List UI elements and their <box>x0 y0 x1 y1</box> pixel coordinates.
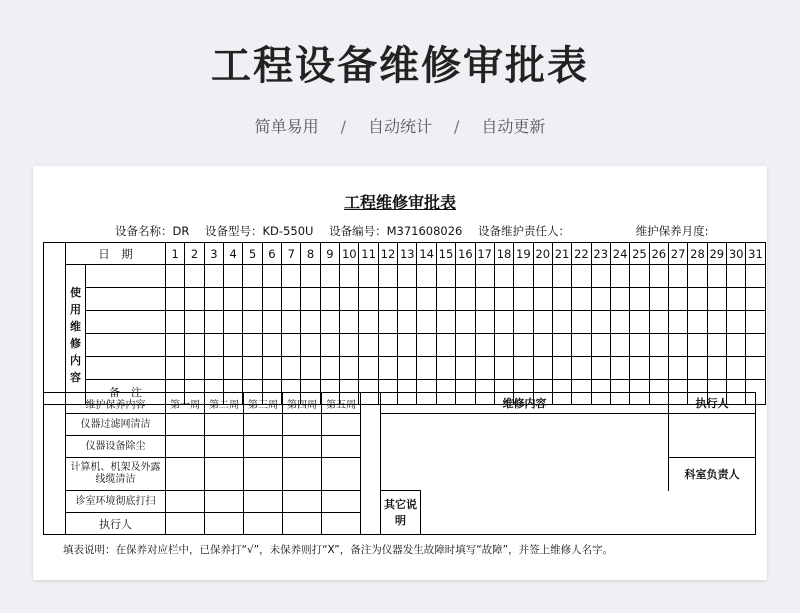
other-notes-area[interactable] <box>421 491 756 535</box>
day-cell[interactable] <box>204 311 223 334</box>
responsible-person: 设备维护责任人： <box>478 224 571 238</box>
day-cell[interactable] <box>378 288 397 311</box>
day-cell[interactable] <box>707 288 726 311</box>
day-cell[interactable] <box>262 311 281 334</box>
check-cell[interactable] <box>322 491 361 513</box>
day-header: 19 <box>514 243 533 265</box>
day-cell[interactable] <box>591 334 610 357</box>
day-cell[interactable] <box>572 357 591 380</box>
day-cell[interactable] <box>726 288 745 311</box>
repair-content-header: 维修内容 <box>381 393 669 414</box>
day-cell[interactable] <box>533 334 552 357</box>
day-header: 17 <box>475 243 494 265</box>
day-cell[interactable] <box>514 311 533 334</box>
check-cell[interactable] <box>244 414 283 436</box>
check-cell[interactable] <box>205 491 244 513</box>
usage-item-cell[interactable] <box>86 288 166 311</box>
day-cell[interactable] <box>572 265 591 288</box>
day-cell[interactable] <box>572 311 591 334</box>
sign-cell[interactable] <box>166 513 205 535</box>
day-header: 1 <box>166 243 185 265</box>
day-header: 2 <box>185 243 204 265</box>
day-header: 9 <box>320 243 339 265</box>
day-cell[interactable] <box>726 311 745 334</box>
week-header: 第三周 <box>244 393 283 414</box>
vertical-label-char: 内 <box>70 353 81 367</box>
day-cell[interactable] <box>726 265 745 288</box>
day-cell[interactable] <box>359 265 378 288</box>
day-cell[interactable] <box>456 288 475 311</box>
tag-auto-update: 自动更新 <box>481 117 546 136</box>
day-cell[interactable] <box>533 311 552 334</box>
check-cell[interactable] <box>166 491 205 513</box>
day-cell[interactable] <box>591 265 610 288</box>
day-cell[interactable] <box>378 265 397 288</box>
day-cell[interactable] <box>417 334 436 357</box>
day-cell[interactable] <box>668 357 687 380</box>
day-cell[interactable] <box>378 334 397 357</box>
day-cell[interactable] <box>166 288 185 311</box>
day-cell[interactable] <box>610 334 629 357</box>
day-cell[interactable] <box>224 334 243 357</box>
day-cell[interactable] <box>262 334 281 357</box>
day-header: 29 <box>707 243 726 265</box>
day-cell[interactable] <box>224 357 243 380</box>
day-cell[interactable] <box>649 311 668 334</box>
grid2-side-blank <box>44 393 66 535</box>
check-cell[interactable] <box>205 436 244 458</box>
day-header: 10 <box>340 243 359 265</box>
maintenance-item: 诊室环境彻底打扫 <box>66 491 166 513</box>
day-cell[interactable] <box>649 334 668 357</box>
check-cell[interactable] <box>322 414 361 436</box>
day-cell[interactable] <box>417 311 436 334</box>
check-cell[interactable] <box>244 436 283 458</box>
check-cell[interactable] <box>205 414 244 436</box>
day-cell[interactable] <box>475 334 494 357</box>
day-cell[interactable] <box>649 357 668 380</box>
day-cell[interactable] <box>610 311 629 334</box>
executor-label: 执行人 <box>66 513 166 535</box>
week-header: 第一周 <box>166 393 205 414</box>
other-notes-label: 其它说明 <box>381 491 421 535</box>
day-header: 30 <box>726 243 745 265</box>
tag-auto-stat: 自动统计 <box>367 117 432 136</box>
day-cell[interactable] <box>533 288 552 311</box>
check-cell[interactable] <box>283 436 322 458</box>
day-cell[interactable] <box>436 265 455 288</box>
day-cell[interactable] <box>166 334 185 357</box>
day-cell[interactable] <box>533 357 552 380</box>
day-header: 24 <box>610 243 629 265</box>
day-cell[interactable] <box>494 357 513 380</box>
week-header: 第二周 <box>205 393 244 414</box>
day-cell[interactable] <box>707 334 726 357</box>
day-cell[interactable] <box>243 288 262 311</box>
day-cell[interactable] <box>204 357 223 380</box>
day-header: 18 <box>494 243 513 265</box>
check-cell[interactable] <box>322 458 361 491</box>
day-header: 12 <box>378 243 397 265</box>
day-cell[interactable] <box>301 334 320 357</box>
day-cell[interactable] <box>514 288 533 311</box>
day-cell[interactable] <box>166 265 185 288</box>
day-cell[interactable] <box>610 265 629 288</box>
day-cell[interactable] <box>436 288 455 311</box>
usage-item-cell[interactable] <box>86 311 166 334</box>
day-cell[interactable] <box>630 288 649 311</box>
sign-cell[interactable] <box>322 513 361 535</box>
day-header: 27 <box>668 243 687 265</box>
day-cell[interactable] <box>533 265 552 288</box>
day-header: 22 <box>572 243 591 265</box>
day-header: 8 <box>301 243 320 265</box>
day-cell[interactable] <box>340 288 359 311</box>
day-cell[interactable] <box>359 357 378 380</box>
day-cell[interactable] <box>688 311 707 334</box>
device-model: 设备型号：KD-550U <box>205 224 314 238</box>
day-cell[interactable] <box>378 357 397 380</box>
day-cell[interactable] <box>166 311 185 334</box>
day-cell[interactable] <box>746 288 765 311</box>
day-header: 5 <box>243 243 262 265</box>
day-cell[interactable] <box>340 311 359 334</box>
grid2-gap <box>361 414 381 436</box>
check-cell[interactable] <box>166 458 205 491</box>
day-cell[interactable] <box>282 334 301 357</box>
day-cell[interactable] <box>630 357 649 380</box>
day-cell[interactable] <box>688 357 707 380</box>
day-cell[interactable] <box>243 334 262 357</box>
repair-content-area[interactable] <box>381 414 669 491</box>
day-cell[interactable] <box>707 311 726 334</box>
day-cell[interactable] <box>320 265 339 288</box>
day-cell[interactable] <box>649 265 668 288</box>
day-header: 16 <box>456 243 475 265</box>
day-cell[interactable] <box>166 357 185 380</box>
day-cell[interactable] <box>552 334 571 357</box>
day-cell[interactable] <box>262 288 281 311</box>
day-cell[interactable] <box>398 357 417 380</box>
day-cell[interactable] <box>649 288 668 311</box>
usage-item-cell[interactable] <box>86 265 166 288</box>
maintenance-month: 维护保养月度: <box>635 224 709 238</box>
vertical-label-char: 维 <box>70 319 81 333</box>
day-cell[interactable] <box>494 311 513 334</box>
day-header: 6 <box>262 243 281 265</box>
day-cell[interactable] <box>340 357 359 380</box>
week-header: 第四周 <box>283 393 322 414</box>
day-cell[interactable] <box>436 334 455 357</box>
day-cell[interactable] <box>204 265 223 288</box>
sign-cell[interactable] <box>244 513 283 535</box>
day-header: 15 <box>436 243 455 265</box>
grid2-gap <box>361 458 381 491</box>
day-cell[interactable] <box>224 311 243 334</box>
day-cell[interactable] <box>668 288 687 311</box>
day-cell[interactable] <box>668 265 687 288</box>
day-cell[interactable] <box>417 288 436 311</box>
day-cell[interactable] <box>456 311 475 334</box>
day-cell[interactable] <box>494 334 513 357</box>
tag-separator: / <box>340 117 346 136</box>
day-cell[interactable] <box>572 334 591 357</box>
day-cell[interactable] <box>552 311 571 334</box>
check-cell[interactable] <box>322 436 361 458</box>
day-cell[interactable] <box>282 357 301 380</box>
vertical-label-char: 容 <box>70 370 81 384</box>
grid2-gap <box>361 491 381 513</box>
day-cell[interactable] <box>475 311 494 334</box>
page-title: 工程设备维修审批表 <box>211 43 589 89</box>
day-cell[interactable] <box>572 288 591 311</box>
day-cell[interactable] <box>552 357 571 380</box>
vertical-label-char: 使 <box>70 285 81 299</box>
check-cell[interactable] <box>244 491 283 513</box>
day-cell[interactable] <box>746 311 765 334</box>
executor-sign-area[interactable] <box>669 414 756 458</box>
day-cell[interactable] <box>185 288 204 311</box>
device-name: 设备名称：DR <box>115 224 190 238</box>
check-cell[interactable] <box>244 458 283 491</box>
day-cell[interactable] <box>320 334 339 357</box>
day-cell[interactable] <box>475 357 494 380</box>
maintenance-item: 计算机、机架及外露线缆清洁 <box>66 458 166 491</box>
week-header: 第五周 <box>322 393 361 414</box>
day-cell[interactable] <box>552 288 571 311</box>
day-cell[interactable] <box>262 265 281 288</box>
day-cell[interactable] <box>301 265 320 288</box>
day-header: 21 <box>552 243 571 265</box>
tag-easy: 简单易用 <box>254 117 319 136</box>
day-cell[interactable] <box>417 357 436 380</box>
usage-item-cell[interactable] <box>86 334 166 357</box>
day-cell[interactable] <box>320 288 339 311</box>
day-cell[interactable] <box>398 311 417 334</box>
day-cell[interactable] <box>224 288 243 311</box>
day-cell[interactable] <box>398 288 417 311</box>
vertical-label-char: 用 <box>70 302 81 316</box>
day-cell[interactable] <box>282 288 301 311</box>
usage-item-cell[interactable] <box>86 357 166 380</box>
day-cell[interactable] <box>320 311 339 334</box>
day-cell[interactable] <box>456 265 475 288</box>
day-cell[interactable] <box>707 357 726 380</box>
day-header: 3 <box>204 243 223 265</box>
day-cell[interactable] <box>707 265 726 288</box>
sheet-title: 工程维修审批表 <box>343 193 456 212</box>
day-cell[interactable] <box>630 334 649 357</box>
day-cell[interactable] <box>475 288 494 311</box>
day-cell[interactable] <box>591 288 610 311</box>
form-sheet <box>33 166 767 580</box>
day-cell[interactable] <box>514 357 533 380</box>
day-cell[interactable] <box>494 288 513 311</box>
day-cell[interactable] <box>668 334 687 357</box>
day-cell[interactable] <box>688 288 707 311</box>
day-cell[interactable] <box>630 311 649 334</box>
check-cell[interactable] <box>166 436 205 458</box>
day-cell[interactable] <box>475 265 494 288</box>
day-header: 7 <box>282 243 301 265</box>
check-cell[interactable] <box>283 491 322 513</box>
feature-tags <box>0 114 800 137</box>
day-header: 11 <box>359 243 378 265</box>
day-cell[interactable] <box>610 288 629 311</box>
day-cell[interactable] <box>417 265 436 288</box>
remark-label: 备 注 <box>86 380 166 405</box>
day-cell[interactable] <box>591 311 610 334</box>
sign-cell[interactable] <box>205 513 244 535</box>
day-cell[interactable] <box>185 265 204 288</box>
check-cell[interactable] <box>166 414 205 436</box>
day-cell[interactable] <box>668 311 687 334</box>
day-cell[interactable] <box>340 265 359 288</box>
day-cell[interactable] <box>456 357 475 380</box>
day-cell[interactable] <box>514 334 533 357</box>
day-cell[interactable] <box>204 288 223 311</box>
maintenance-item: 仪器过滤网清洁 <box>66 414 166 436</box>
dept-head-label: 科室负责人 <box>669 458 756 491</box>
vertical-label-char: 修 <box>70 336 81 350</box>
day-cell[interactable] <box>630 265 649 288</box>
day-cell[interactable] <box>359 311 378 334</box>
day-cell[interactable] <box>591 357 610 380</box>
usage-repair-vertical-label <box>66 265 86 405</box>
footnote: 填表说明：在保养对应栏中，已保养打“√”，未保养则打“X”，备注为仪器发生故障时填写“故障”，并签上维修人名字。 <box>63 544 614 556</box>
day-cell[interactable] <box>398 334 417 357</box>
day-cell[interactable] <box>320 357 339 380</box>
day-cell[interactable] <box>610 357 629 380</box>
day-cell[interactable] <box>494 265 513 288</box>
day-cell[interactable] <box>359 334 378 357</box>
check-cell[interactable] <box>283 414 322 436</box>
day-header: 25 <box>630 243 649 265</box>
weekly-maintenance-grid <box>43 392 756 535</box>
grid1-side-blank <box>44 243 66 405</box>
day-cell[interactable] <box>398 265 417 288</box>
day-cell[interactable] <box>243 311 262 334</box>
day-cell[interactable] <box>282 265 301 288</box>
day-cell[interactable] <box>514 265 533 288</box>
day-cell[interactable] <box>340 334 359 357</box>
day-cell[interactable] <box>688 334 707 357</box>
day-cell[interactable] <box>185 334 204 357</box>
day-cell[interactable] <box>726 357 745 380</box>
maintenance-item: 仪器设备除尘 <box>66 436 166 458</box>
day-cell[interactable] <box>378 311 397 334</box>
day-cell[interactable] <box>185 357 204 380</box>
day-cell[interactable] <box>726 334 745 357</box>
grid2-gap <box>361 436 381 458</box>
day-header: 26 <box>649 243 668 265</box>
grid2-gap <box>361 513 381 535</box>
day-cell[interactable] <box>185 311 204 334</box>
grid2-gap <box>361 393 381 414</box>
day-cell[interactable] <box>243 265 262 288</box>
check-cell[interactable] <box>283 458 322 491</box>
day-header: 13 <box>398 243 417 265</box>
day-header: 4 <box>224 243 243 265</box>
day-header: 28 <box>688 243 707 265</box>
day-cell[interactable] <box>436 357 455 380</box>
day-cell[interactable] <box>746 357 765 380</box>
executor-header-right: 执行人 <box>669 393 756 414</box>
day-cell[interactable] <box>262 357 281 380</box>
sign-cell[interactable] <box>283 513 322 535</box>
day-cell[interactable] <box>746 334 765 357</box>
day-cell[interactable] <box>301 357 320 380</box>
check-cell[interactable] <box>205 458 244 491</box>
day-header: 23 <box>591 243 610 265</box>
day-header: 14 <box>417 243 436 265</box>
device-info-row <box>115 223 709 239</box>
day-header: 31 <box>746 243 765 265</box>
day-cell[interactable] <box>301 288 320 311</box>
maintenance-item-header: 维护保养内容 <box>66 393 166 414</box>
day-cell[interactable] <box>204 334 223 357</box>
day-cell[interactable] <box>301 311 320 334</box>
day-cell[interactable] <box>359 288 378 311</box>
device-code: 设备编号：M371608026 <box>329 224 463 238</box>
day-cell[interactable] <box>282 311 301 334</box>
day-cell[interactable] <box>456 334 475 357</box>
tag-separator: / <box>454 117 460 136</box>
date-label: 日 期 <box>66 243 166 265</box>
day-cell[interactable] <box>224 265 243 288</box>
day-cell[interactable] <box>746 265 765 288</box>
day-cell[interactable] <box>243 357 262 380</box>
day-cell[interactable] <box>436 311 455 334</box>
day-header: 20 <box>533 243 552 265</box>
daily-usage-grid <box>43 242 766 405</box>
day-cell[interactable] <box>552 265 571 288</box>
day-cell[interactable] <box>688 265 707 288</box>
